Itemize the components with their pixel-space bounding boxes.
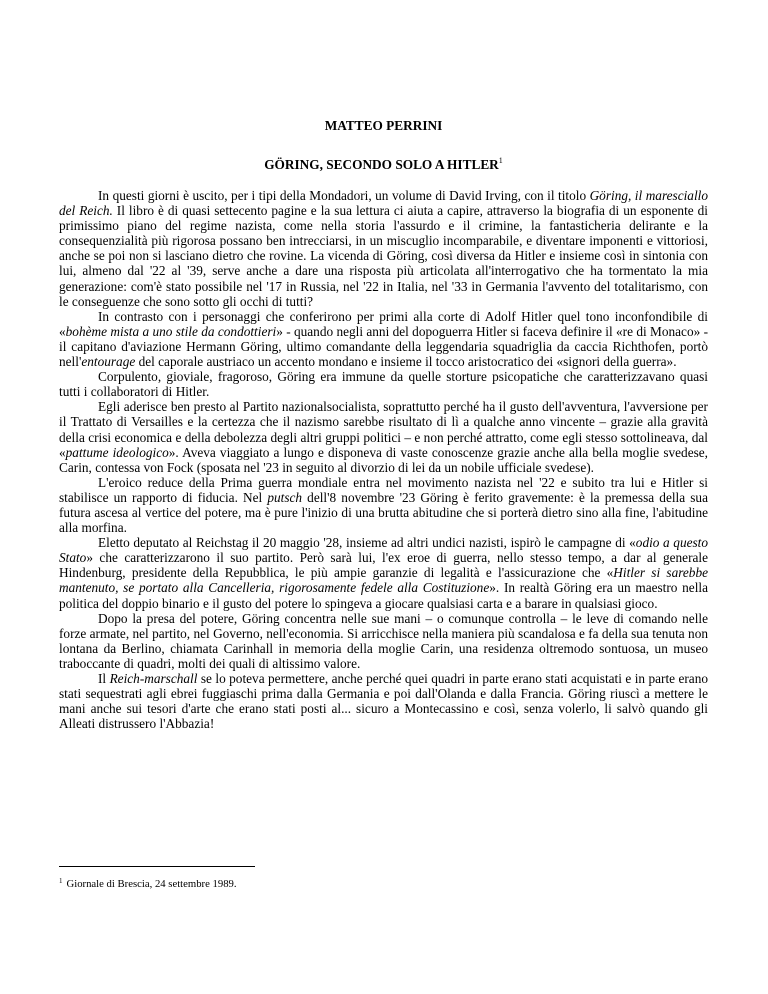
italic-text: Göring, il maresciallo del Reich. — [59, 188, 708, 219]
italic-text: putsch — [267, 489, 303, 505]
italic-text: Reich-marschall — [109, 671, 198, 686]
paragraph — [59, 535, 708, 610]
text-run: Corpulento, gioviale, fragoroso, Göring era immune da quelle storture psicopatiche che caratterizzavano quasi tutti i collaboratori di Hitler. — [59, 369, 708, 400]
article-title — [59, 153, 708, 173]
paragraph — [59, 475, 708, 535]
text-run: Il — [98, 671, 110, 686]
footnote-text: Giornale di Brescia, 24 settembre 1989. — [66, 878, 237, 890]
text-run: Eletto deputato al Reichstag il 20 maggio '28, insieme ad altri undici nazisti, ispirò le campagne di « — [98, 535, 636, 551]
text-run: dell'8 novembre '23 Göring è ferito gravemente: è la premessa della sua futura ascesa al vertice del potere, ma è pure l'inizio di una brutta abitudine che si porterà dietro sino alla fine, l'abitudine alla morfina. — [59, 489, 708, 536]
paragraph — [59, 671, 708, 731]
text-run: L'eroico reduce della Prima guerra mondiale entra nel movimento nazista nel '22 e subito tra lui e Hitler si stabilisce un rapporto di fiducia. Nel — [59, 474, 708, 505]
italic-text: entourage — [81, 354, 136, 370]
footnote — [59, 875, 237, 891]
text-run: Il libro è di quasi settecento pagine e la sua lettura ci aiuta a capire, attraverso la biografia di un esponente di primissimo piano del regime nazista, come nella storia l'assurdo e il crimine, la fantasticheria delirante e la consequenzialità più rigorosa possano ben intrecciarsi, in un miscuglio incomparabile, e diventare imponenti e vittoriosi, anche se poi non si lasciano dietro che rovine. La vicenda di Göring, così diversa da Hitler e insieme così in sintonia con lui, almeno dal '22 al '39, serve anche a dare una risposta più articolata all'interrogativo che ha tormentato la mia generazione: com'è stato possibile nel '17 in Russia, nel '22 in Italia, nel '33 in Germania l'avvento del totalitarismo, con le conseguenze che sono sotto gli occhi di tutti? — [59, 203, 708, 309]
document-page — [59, 118, 708, 731]
text-run: In contrasto con i personaggi che conferirono per primi alla corte di Adolf Hitler quel tono inconfondibile di « — [59, 308, 708, 339]
italic-text: Hitler si sarebbe mantenuto, se portato alla Cancelleria, rigorosamente fedele alla Costituzione — [59, 565, 708, 596]
paragraph — [59, 188, 708, 309]
footnote-divider — [59, 866, 255, 867]
text-run: » - quando negli anni del dopoguerra Hitler si faceva definire il «re di Monaco» - il capitano d'aviazione Hermann Göring, ultimo comandante della leggendaria squadriglia da caccia Richthofen, portò nell' — [59, 323, 708, 370]
text-run: ». In realtà Göring era un maestro nella politica del doppio binario e il gusto del potere lo spingeva a giocare qualsiasi carta e a barare in qualsiasi gioco. — [59, 580, 708, 611]
italic-text: bohème mista a uno stile da condottieri — [65, 323, 277, 339]
paragraph — [59, 309, 708, 369]
paragraph — [59, 369, 708, 399]
text-run: Dopo la presa del potere, Göring concentra nelle sue mani – o comunque controlla – le leve di comando nelle forze armate, nel partito, nel Governo, nell'economia. Si arricchisce nella maniera più scandalosa e fa della sua tenuta non lontana da Berlino, chiamata Carinhall in memoria della moglie Carin, una residenza oltremodo sontuosa, un museo traboccante di quadri, molti dei quali di altissimo valore. — [59, 610, 708, 671]
author-name: MATTEO PERRINI — [324, 118, 443, 133]
paragraph — [59, 399, 708, 474]
footnote-reference: 1 — [498, 156, 503, 165]
text-run: se lo poteva permettere, anche perché quei quadri in parte erano stati acquistati e in parte erano stati sequestrati agli ebrei fuggiaschi prima dalla Germania e poi dall'Olanda e dalla Francia. Göring riuscì a mettere le mani anche sui tesori d'arte che erano stati posti al... sicuro a Montecassino e così, senza volerlo, li salvò quando gli Alleati distrussero l'Abbazia! — [59, 671, 708, 732]
paragraph — [59, 611, 708, 671]
italic-text: pattume ideologico — [65, 444, 169, 460]
footnote-number: 1 — [59, 877, 63, 885]
text-run: ». Aveva viaggiato a lungo e disponeva di vaste conoscenze grazie anche alla bella moglie svedese, Carin, contessa von Fock (sposata nel '23 in seguito al divorzio di lei da un nobile ufficiale svedese). — [59, 444, 708, 475]
article-body — [59, 188, 708, 731]
italic-text: odio a questo Stato — [59, 535, 709, 566]
text-run: del caporale austriaco un accento mondano e insieme il tocco aristocratico dei «signori della guerra». — [135, 354, 677, 370]
text-run: » che caratterizzarono il suo partito. Però sarà lui, l'ex eroe di guerra, nello stesso tempo, a dar al generale Hindenburg, presidente della Repubblica, le più ampie garanzie di legalità e l'assicurazione che « — [59, 550, 708, 581]
text-run: In questi giorni è uscito, per i tipi della Mondadori, un volume di David Irving, con il titolo — [98, 188, 590, 203]
article-title-text: GÖRING, SECONDO SOLO A HITLER — [264, 157, 499, 172]
text-run: Egli aderisce ben presto al Partito nazionalsocialista, soprattutto perché ha il gusto dell'avventura, l'avversione per il Trattato di Versailles e la certezza che il nazismo sarebbe risultato di lì a qualche anno vincente – grazie alla gravità della crisi economica e della debolezza degli altri gruppi politici – e non perché attratto, come egli stesso sottolineava, dal « — [59, 399, 708, 460]
